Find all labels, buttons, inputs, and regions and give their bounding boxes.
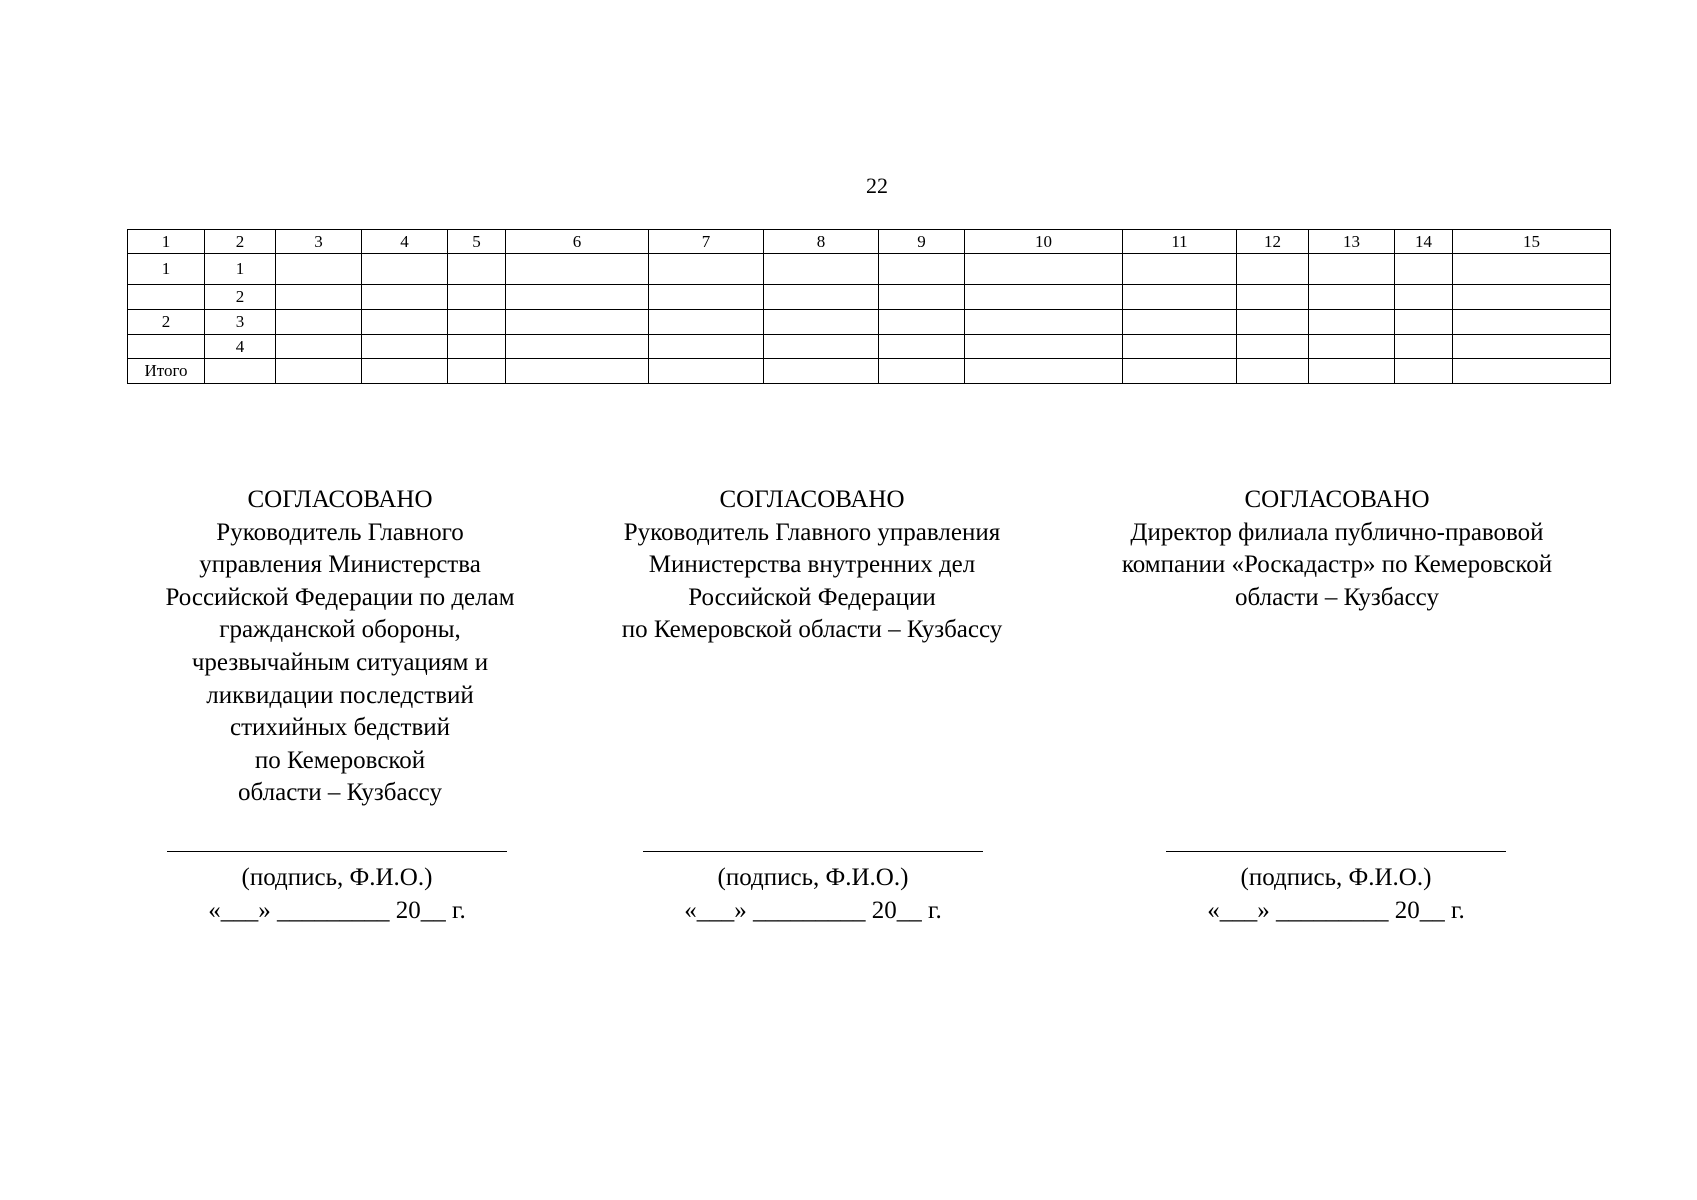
table-cell <box>879 254 965 285</box>
table-cell <box>965 310 1123 335</box>
table-cell <box>764 254 879 285</box>
table-cell <box>1453 285 1611 310</box>
table-row <box>128 359 1611 384</box>
approval-line: Российской Федерации по делам <box>165 583 515 611</box>
table-cell: Итого <box>128 359 205 384</box>
table-cell <box>362 310 448 335</box>
column-header: 14 <box>1395 230 1453 254</box>
table-cell <box>276 335 362 359</box>
column-header: 2 <box>205 230 276 254</box>
table-cell <box>448 285 506 310</box>
table-cell: 3 <box>205 310 276 335</box>
table-cell <box>1123 310 1237 335</box>
approval-line: компании «Роскадастр» по Кемеровской <box>1121 551 1553 579</box>
table-cell <box>1395 285 1453 310</box>
column-header: 4 <box>362 230 448 254</box>
table-cell <box>362 254 448 285</box>
signature-line <box>167 851 507 852</box>
column-header: 13 <box>1309 230 1395 254</box>
table-cell <box>649 254 764 285</box>
table-cell <box>1123 285 1237 310</box>
signature-caption: (подпись, Ф.И.О.) <box>241 864 433 891</box>
table-cell <box>879 359 965 384</box>
table-cell <box>1237 254 1309 285</box>
table-cell <box>448 310 506 335</box>
table-cell <box>1237 310 1309 335</box>
table-cell <box>879 285 965 310</box>
table-cell <box>1309 310 1395 335</box>
table-cell <box>1237 285 1309 310</box>
table-cell <box>506 310 649 335</box>
signature-block-emergency <box>167 851 507 927</box>
approval-line: Российской Федерации <box>688 583 936 611</box>
table-cell <box>1123 359 1237 384</box>
page-number: 22 <box>866 173 888 198</box>
approval-heading: СОГЛАСОВАНО <box>1244 486 1430 513</box>
table-cell <box>965 359 1123 384</box>
signature-block-roskadastr <box>1166 851 1506 927</box>
approval-line: области – Кузбассу <box>238 779 442 807</box>
column-header: 7 <box>649 230 764 254</box>
table-cell <box>128 335 205 359</box>
signature-block-interior <box>643 851 983 927</box>
table-cell <box>649 335 764 359</box>
column-header: 9 <box>879 230 965 254</box>
table-cell <box>1309 359 1395 384</box>
table-cell <box>362 359 448 384</box>
column-header: 10 <box>965 230 1123 254</box>
table-cell <box>1123 335 1237 359</box>
table-cell <box>1123 254 1237 285</box>
table-cell <box>276 254 362 285</box>
date-line: «___» _________ 20__ г. <box>208 897 466 924</box>
table-cell <box>764 285 879 310</box>
table-cell: 4 <box>205 335 276 359</box>
table-cell <box>448 335 506 359</box>
signature-caption: (подпись, Ф.И.О.) <box>717 864 909 891</box>
column-header: 11 <box>1123 230 1237 254</box>
table-header-row <box>128 230 1611 254</box>
approval-line: области – Кузбассу <box>1235 583 1439 611</box>
table-cell <box>448 359 506 384</box>
date-line: «___» _________ 20__ г. <box>684 897 942 924</box>
table-cell <box>1395 335 1453 359</box>
table-row <box>128 310 1611 335</box>
table-cell <box>448 254 506 285</box>
table-cell <box>1309 254 1395 285</box>
column-header: 3 <box>276 230 362 254</box>
table-cell <box>1453 310 1611 335</box>
approval-heading: СОГЛАСОВАНО <box>247 486 433 513</box>
table-cell <box>128 285 205 310</box>
approval-line: ликвидации последствий <box>206 681 474 709</box>
table-cell <box>965 335 1123 359</box>
table-cell <box>276 285 362 310</box>
table-cell <box>879 310 965 335</box>
table-cell: 1 <box>205 254 276 285</box>
approval-heading: СОГЛАСОВАНО <box>719 486 905 513</box>
table-cell <box>1309 335 1395 359</box>
table-row <box>128 335 1611 359</box>
approval-block-emergency <box>120 484 560 810</box>
table-cell <box>1395 310 1453 335</box>
table-cell <box>965 254 1123 285</box>
table-cell <box>1453 254 1611 285</box>
table-cell <box>649 285 764 310</box>
table-cell <box>1309 285 1395 310</box>
column-header: 12 <box>1237 230 1309 254</box>
table-cell <box>764 359 879 384</box>
table-cell <box>362 335 448 359</box>
table-cell <box>362 285 448 310</box>
signature-line <box>1166 851 1506 852</box>
table-cell <box>1453 359 1611 384</box>
table-cell: 2 <box>128 310 205 335</box>
approval-line: Директор филиала публично-правовой <box>1130 518 1544 546</box>
table-cell <box>1453 335 1611 359</box>
approval-line: по Кемеровской области – Кузбассу <box>621 616 1003 644</box>
table-cell <box>1395 359 1453 384</box>
approval-line: стихийных бедствий <box>229 714 451 742</box>
approval-line: чрезвычайным ситуациям и <box>191 648 489 676</box>
table-cell <box>1237 335 1309 359</box>
approval-block-roskadastr <box>1077 484 1597 614</box>
table-cell: 1 <box>128 254 205 285</box>
table-row <box>128 254 1611 285</box>
approval-block-interior <box>592 484 1032 647</box>
column-header: 5 <box>448 230 506 254</box>
data-table <box>127 229 1611 384</box>
table-row <box>128 285 1611 310</box>
approval-line: Министерства внутренних дел <box>648 551 976 579</box>
date-line: «___» _________ 20__ г. <box>1207 897 1465 924</box>
column-header: 1 <box>128 230 205 254</box>
approval-line: управления Министерства <box>199 551 481 579</box>
table-cell <box>1237 359 1309 384</box>
table-cell <box>965 285 1123 310</box>
table-cell: 2 <box>205 285 276 310</box>
table-cell <box>764 335 879 359</box>
table-cell <box>649 310 764 335</box>
column-header: 8 <box>764 230 879 254</box>
column-header: 15 <box>1453 230 1611 254</box>
table-cell <box>649 359 764 384</box>
table-cell <box>276 310 362 335</box>
table-cell <box>506 335 649 359</box>
table-cell <box>1395 254 1453 285</box>
signature-caption: (подпись, Ф.И.О.) <box>1240 864 1432 891</box>
approval-line: гражданской обороны, <box>219 616 461 644</box>
approval-line: по Кемеровской <box>254 746 426 774</box>
table-cell <box>205 359 276 384</box>
column-header: 6 <box>506 230 649 254</box>
table-cell <box>276 359 362 384</box>
table-cell <box>506 285 649 310</box>
table-cell <box>764 310 879 335</box>
table-cell <box>879 335 965 359</box>
table-cell <box>506 254 649 285</box>
table-cell <box>506 359 649 384</box>
approval-line: Руководитель Главного <box>216 518 464 546</box>
approval-line: Руководитель Главного управления <box>623 518 1001 546</box>
signature-line <box>643 851 983 852</box>
